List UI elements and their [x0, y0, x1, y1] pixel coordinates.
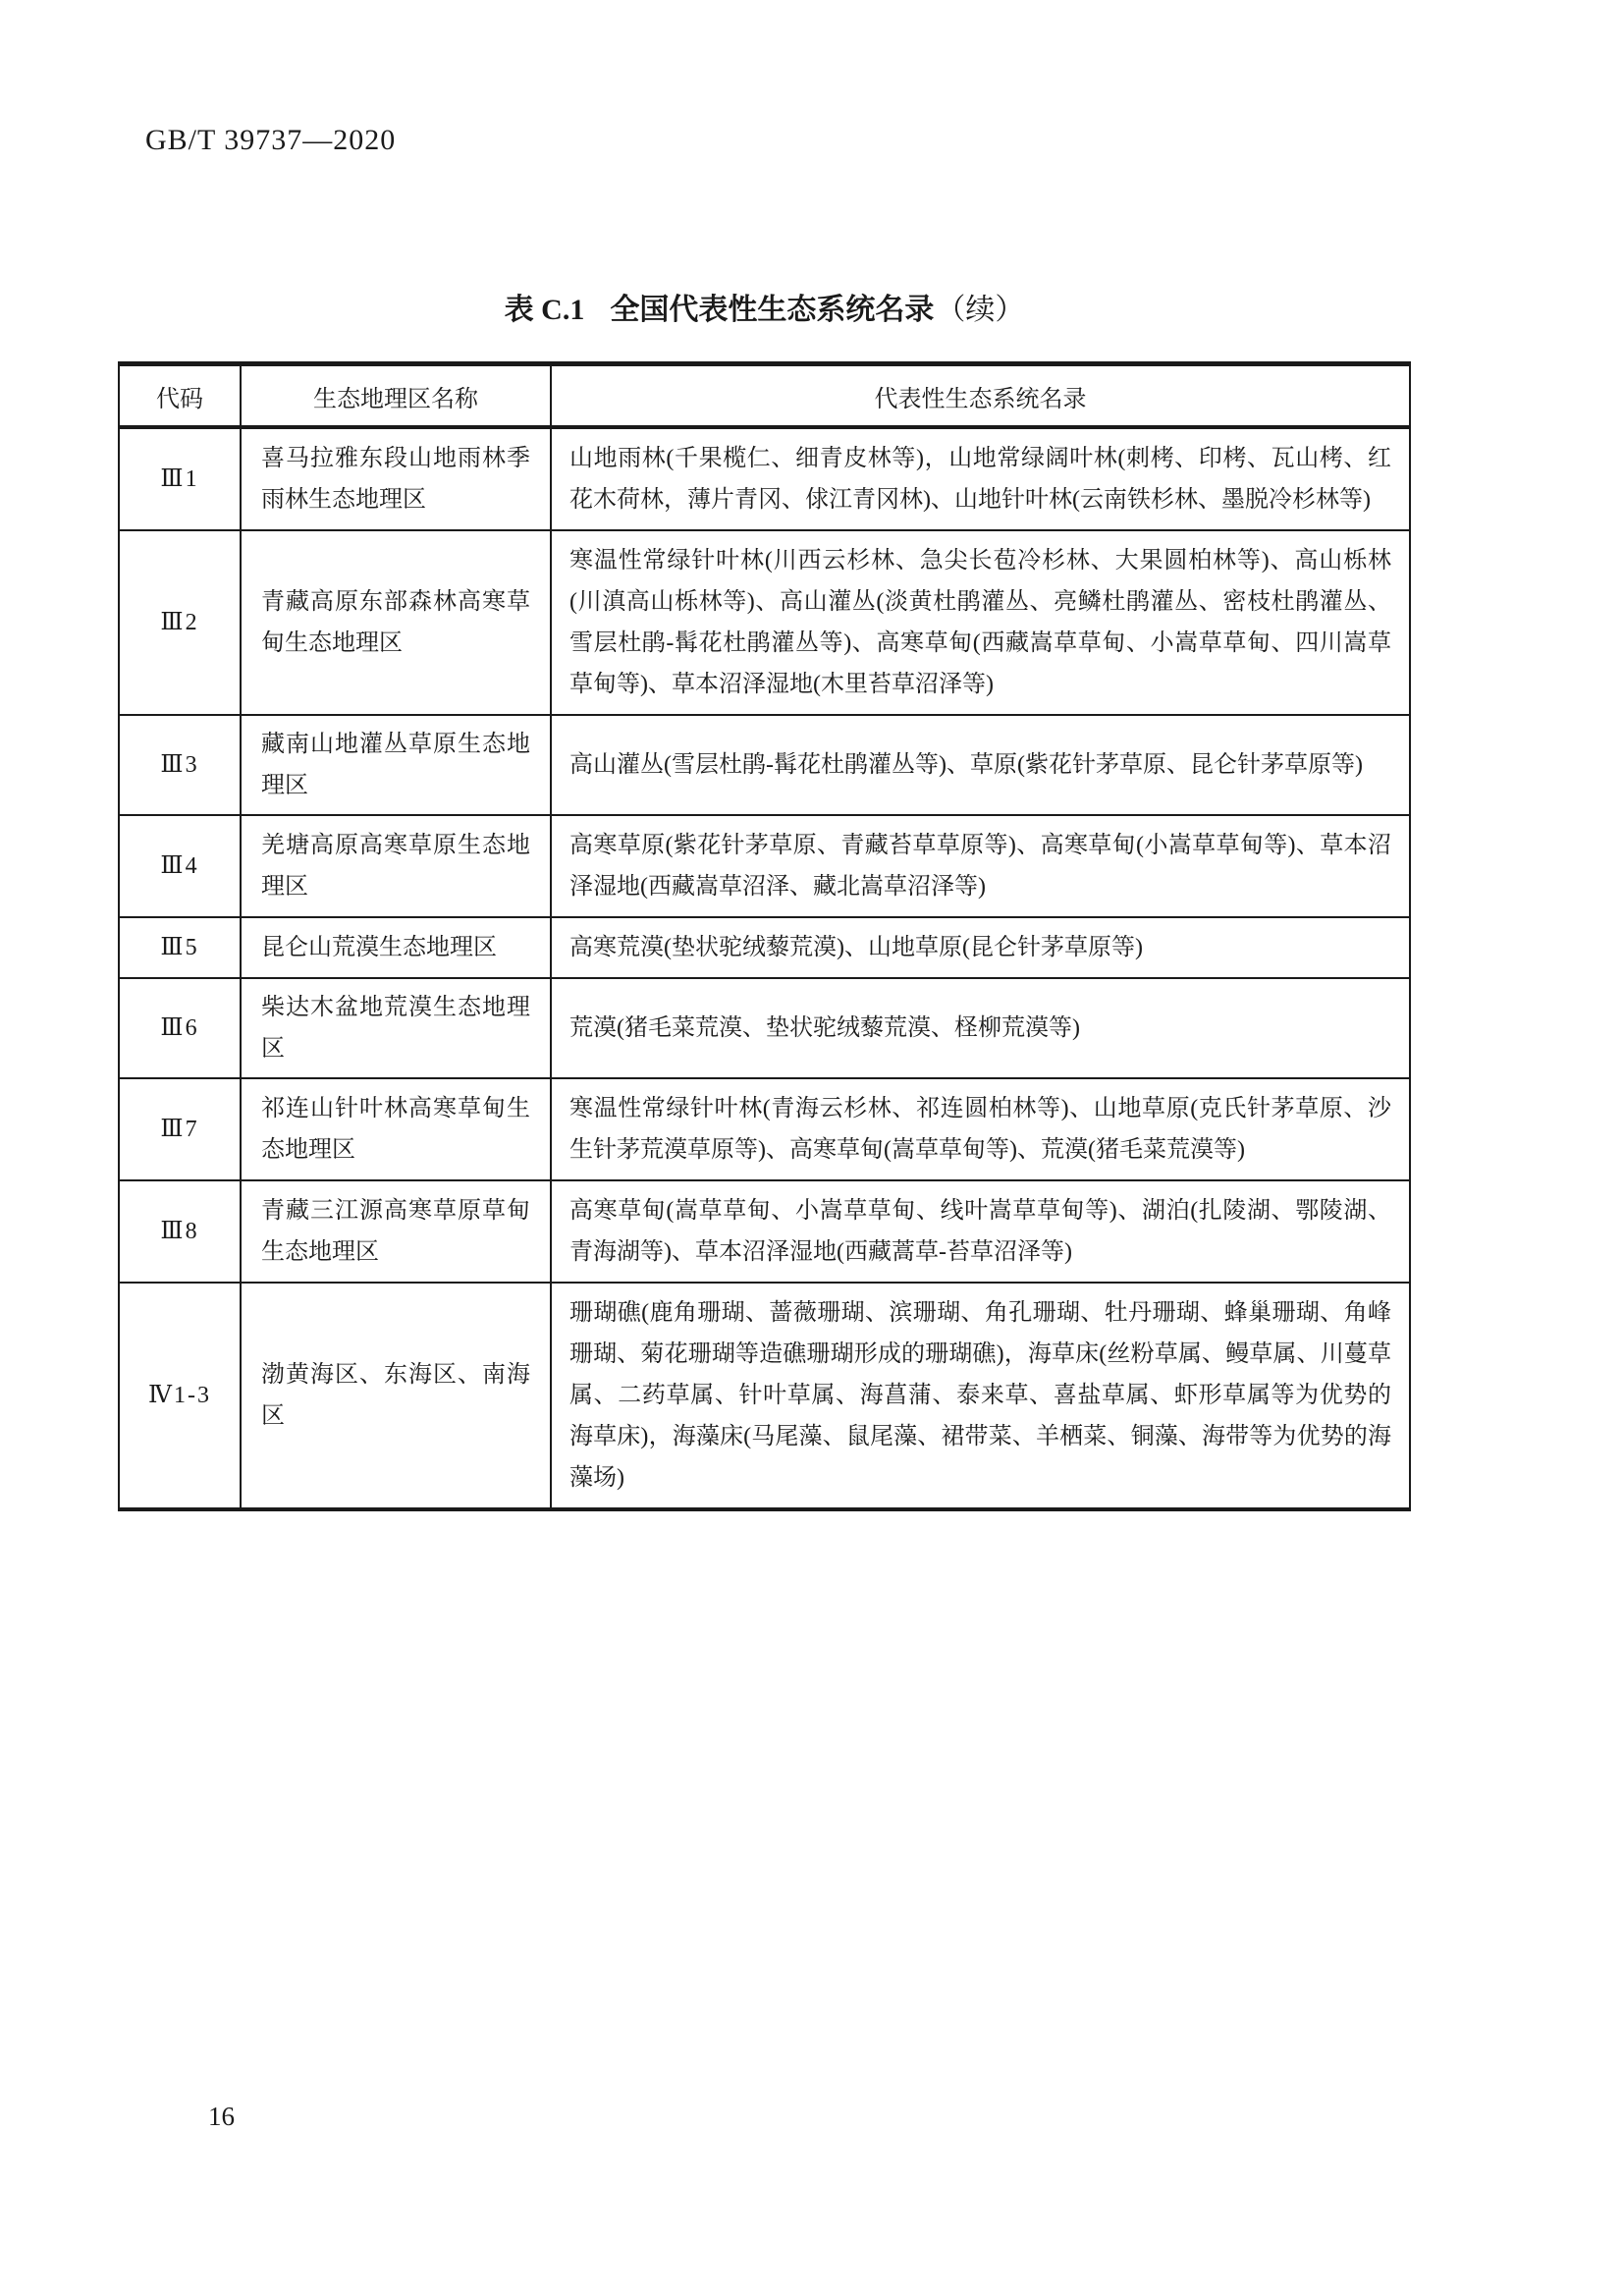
- code-cell: Ⅲ2: [119, 530, 241, 715]
- code-cell: Ⅲ8: [119, 1180, 241, 1283]
- region-name-cell: 青藏三江源高寒草原草甸生态地理区: [241, 1180, 551, 1283]
- code-cell: Ⅲ7: [119, 1078, 241, 1180]
- ecosystem-list-cell: 高寒草甸(嵩草草甸、小嵩草草甸、线叶嵩草草甸等)、湖泊(扎陵湖、鄂陵湖、青海湖等)、草本沼泽湿地(西藏蒿草-苔草沼泽等): [551, 1180, 1410, 1283]
- region-name-cell: 昆仑山荒漠生态地理区: [241, 917, 551, 978]
- table-title: [118, 285, 1411, 328]
- table-row: [119, 978, 1410, 1078]
- region-name-cell: 渤黄海区、东海区、南海区: [241, 1283, 551, 1509]
- table-header-row: [119, 364, 1410, 428]
- page-number: 16: [208, 2102, 235, 2131]
- ecosystem-list-cell: 高寒荒漠(垫状驼绒藜荒漠)、山地草原(昆仑针茅草原等): [551, 917, 1410, 978]
- ecosystem-list-cell: 高山灌丛(雪层杜鹃-髯花杜鹃灌丛等)、草原(紫花针茅草原、昆仑针茅草原等): [551, 715, 1410, 815]
- code-cell: Ⅲ5: [119, 917, 241, 978]
- table-row: [119, 715, 1410, 815]
- region-name-cell: 羌塘高原高寒草原生态地理区: [241, 815, 551, 917]
- region-name-cell: 喜马拉雅东段山地雨林季雨林生态地理区: [241, 427, 551, 530]
- table-row: [119, 917, 1410, 978]
- table-title-number: 表 C.1: [504, 294, 585, 326]
- ecosystem-list-cell: 山地雨林(千果榄仁、细青皮林等)，山地常绿阔叶林(刺栲、印栲、瓦山栲、红花木荷林，薄片青冈、俅江青冈林)、山地针叶林(云南铁杉林、墨脱冷杉林等): [551, 427, 1410, 530]
- region-name-cell: 祁连山针叶林高寒草甸生态地理区: [241, 1078, 551, 1180]
- ecosystem-list-cell: 寒温性常绿针叶林(川西云杉林、急尖长苞冷杉林、大果圆柏林等)、高山栎林(川滇高山栎林等)、高山灌丛(淡黄杜鹃灌丛、亮鳞杜鹃灌丛、密枝杜鹃灌丛、雪层杜鹃-髯花杜鹃灌丛等)、高寒草甸(西藏嵩草草甸、小嵩草草甸、四川嵩草草甸等)、草本沼泽湿地(木里苔草沼泽等): [551, 530, 1410, 715]
- ecosystem-list-cell: 高寒草原(紫花针茅草原、青藏苔草草原等)、高寒草甸(小嵩草草甸等)、草本沼泽湿地(西藏嵩草沼泽、藏北嵩草沼泽等): [551, 815, 1410, 917]
- table-row: [119, 1283, 1410, 1509]
- column-header-code: 代码: [119, 364, 241, 428]
- standard-number: GB/T 39737—2020: [145, 124, 397, 156]
- ecosystem-table: [118, 361, 1411, 1511]
- table-row: [119, 427, 1410, 530]
- code-cell: Ⅲ6: [119, 978, 241, 1078]
- code-cell: Ⅳ1-3: [119, 1283, 241, 1509]
- column-header-ecosystem-list: 代表性生态系统名录: [551, 364, 1410, 428]
- ecosystem-list-cell: 荒漠(猪毛菜荒漠、垫状驼绒藜荒漠、柽柳荒漠等): [551, 978, 1410, 1078]
- table-title-continued-marker: （续）: [936, 294, 1025, 326]
- table-title-text: 全国代表性生态系统名录: [610, 294, 935, 326]
- ecosystem-list-cell: 寒温性常绿针叶林(青海云杉林、祁连圆柏林等)、山地草原(克氏针茅草原、沙生针茅荒漠草原等)、高寒草甸(嵩草草甸等)、荒漠(猪毛菜荒漠等): [551, 1078, 1410, 1180]
- code-cell: Ⅲ3: [119, 715, 241, 815]
- code-cell: Ⅲ1: [119, 427, 241, 530]
- region-name-cell: 藏南山地灌丛草原生态地理区: [241, 715, 551, 815]
- table-row: [119, 1078, 1410, 1180]
- region-name-cell: 柴达木盆地荒漠生态地理区: [241, 978, 551, 1078]
- table-row: [119, 815, 1410, 917]
- table-row: [119, 530, 1410, 715]
- code-cell: Ⅲ4: [119, 815, 241, 917]
- region-name-cell: 青藏高原东部森林高寒草甸生态地理区: [241, 530, 551, 715]
- table-row: [119, 1180, 1410, 1283]
- ecosystem-list-cell: 珊瑚礁(鹿角珊瑚、蔷薇珊瑚、滨珊瑚、角孔珊瑚、牡丹珊瑚、蜂巢珊瑚、角峰珊瑚、菊花珊瑚等造礁珊瑚形成的珊瑚礁)，海草床(丝粉草属、鳗草属、川蔓草属、二药草属、针叶草属、海菖蒲、泰来草、喜盐草属、虾形草属等为优势的海草床)，海藻床(马尾藻、鼠尾藻、裙带菜、羊栖菜、铜藻、海带等为优势的海藻场): [551, 1283, 1410, 1509]
- column-header-region-name: 生态地理区名称: [241, 364, 551, 428]
